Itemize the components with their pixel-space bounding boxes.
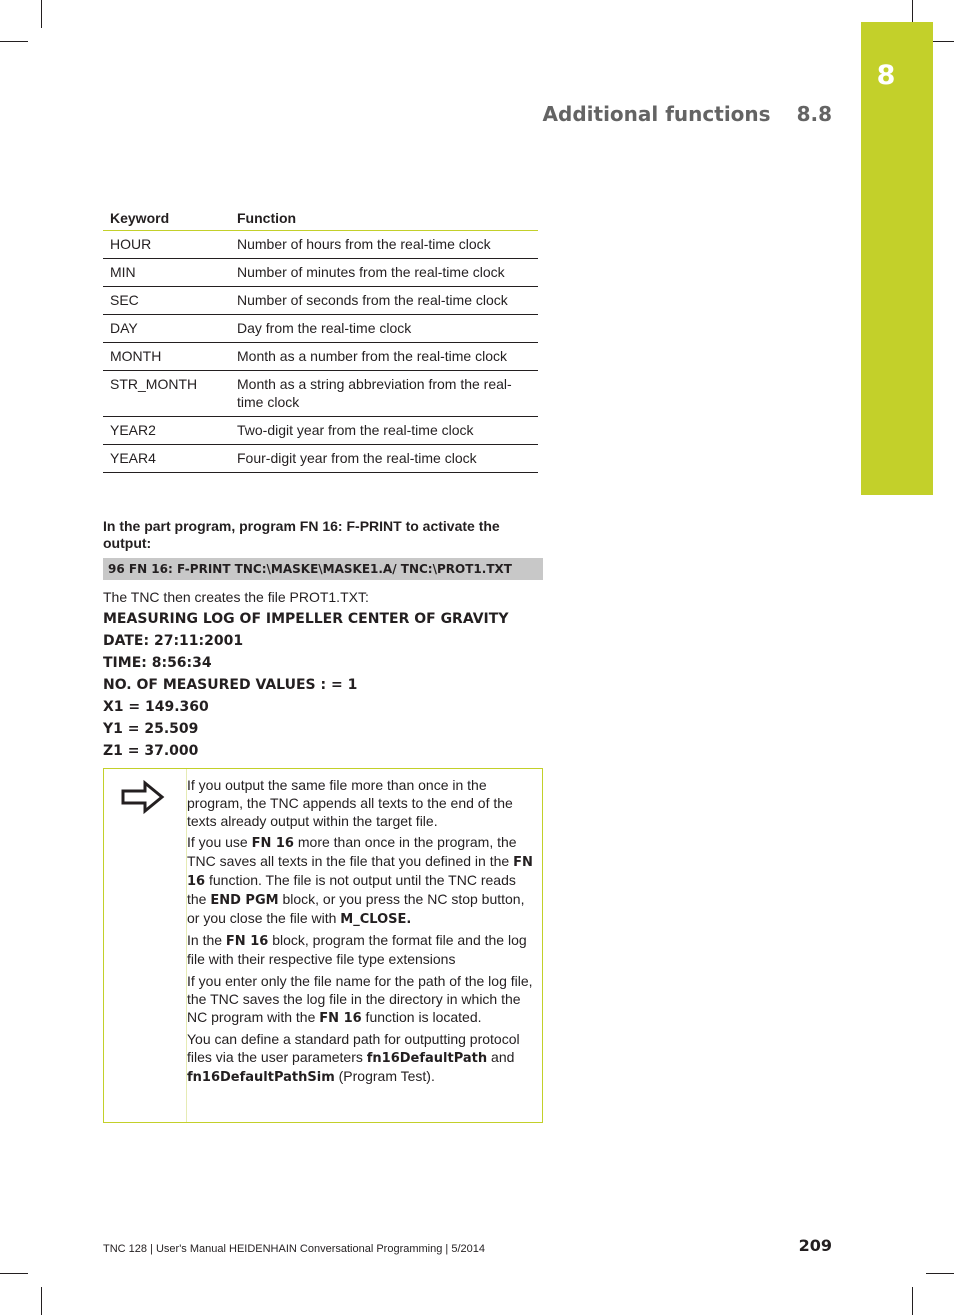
keyword-cell: MONTH — [103, 343, 230, 371]
output-line: Z1 = 37.000 — [103, 743, 199, 759]
chapter-number: 8 — [876, 60, 896, 91]
header-title: Additional functions — [542, 102, 771, 126]
header-section: 8.8 — [796, 102, 832, 126]
table-row — [103, 287, 538, 315]
crop-mark — [41, 1287, 42, 1315]
table-row — [103, 445, 538, 473]
table-row — [103, 259, 538, 287]
arrow-right-icon — [121, 779, 165, 815]
function-cell: Month as a string abbreviation from the real-time clock — [230, 371, 538, 417]
function-cell: Number of minutes from the real-time clock — [230, 259, 538, 287]
crop-mark — [926, 1273, 954, 1274]
note-paragraph: If you output the same file more than once in the program, the TNC appends all texts to the end of the texts already output within the target file. — [187, 777, 513, 829]
output-line: MEASURING LOG OF IMPELLER CENTER OF GRAVITY — [103, 611, 509, 627]
footer-text: TNC 128 | User's Manual HEIDENHAIN Conversational Programming | 5/2014 — [103, 1243, 485, 1255]
keyword-table — [103, 207, 538, 473]
note-text — [187, 777, 537, 1091]
code-block: 96 FN 16: F-PRINT TNC:\MASKE\MASKE1.A/ TNC:\PROT1.TXT — [103, 558, 543, 580]
keyword-cell: YEAR4 — [103, 445, 230, 473]
output-line: Y1 = 25.509 — [103, 721, 199, 737]
keyword-cell: SEC — [103, 287, 230, 315]
chapter-tab — [861, 22, 933, 495]
keyword-cell: YEAR2 — [103, 417, 230, 445]
output-line: TIME: 8:56:34 — [103, 655, 212, 671]
function-cell: Number of hours from the real-time clock — [230, 231, 538, 259]
table-row — [103, 343, 538, 371]
function-cell: Day from the real-time clock — [230, 315, 538, 343]
note-box — [103, 768, 543, 1123]
keyword-cell: STR_MONTH — [103, 371, 230, 417]
note-paragraph: If you use FN 16 more than once in the program, the TNC saves all texts in the file that you defined in the FN 16 function. The file is not output until the TNC reads the END PGM block, or you press the NC stop button, or you close the file with M_CLOSE. — [187, 834, 533, 927]
table-header-row — [103, 207, 538, 231]
table-row — [103, 371, 538, 417]
output-line: DATE: 27:11:2001 — [103, 633, 244, 649]
intro-heading: In the part program, program FN 16: F-PRINT to activate the output: — [103, 518, 500, 551]
crop-mark — [0, 1273, 28, 1274]
table-row — [103, 231, 538, 259]
keyword-cell: DAY — [103, 315, 230, 343]
creates-text: The TNC then creates the file PROT1.TXT: — [103, 589, 369, 605]
table-row — [103, 417, 538, 445]
crop-mark — [0, 41, 28, 42]
page-number: 209 — [798, 1236, 832, 1255]
crop-mark — [41, 0, 42, 28]
function-cell: Number of seconds from the real-time clock — [230, 287, 538, 315]
keyword-cell: MIN — [103, 259, 230, 287]
note-paragraph: If you enter only the file name for the path of the log file, the TNC saves the log file in the directory in which the NC program with the FN 16 function is located. — [187, 972, 533, 1026]
function-cell: Four-digit year from the real-time clock — [230, 445, 538, 473]
note-paragraph: In the FN 16 block, program the format file and the log file with their respective file type extensions — [187, 932, 527, 968]
note-paragraph: You can define a standard path for outputting protocol files via the user parameters fn16DefaultPath and fn16DefaultPathSim (Program Test). — [187, 1031, 520, 1085]
keyword-cell: HOUR — [103, 231, 230, 259]
table-row — [103, 315, 538, 343]
column-header-keyword: Keyword — [103, 207, 230, 231]
function-cell: Two-digit year from the real-time clock — [230, 417, 538, 445]
crop-mark — [912, 1287, 913, 1315]
function-cell: Month as a number from the real-time clock — [230, 343, 538, 371]
output-line: X1 = 149.360 — [103, 699, 209, 715]
column-header-function: Function — [230, 207, 538, 231]
page-header — [543, 102, 832, 126]
output-line: NO. OF MEASURED VALUES : = 1 — [103, 677, 358, 693]
